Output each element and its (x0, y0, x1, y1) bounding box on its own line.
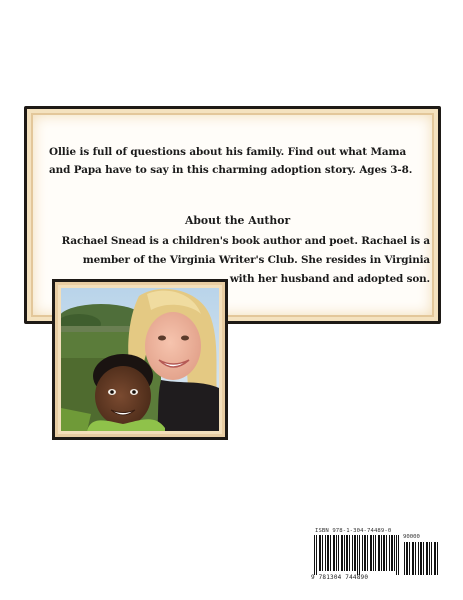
author-photo-frame (52, 279, 228, 440)
isbn-label: ISBN 978-1-304-74489-0 (315, 528, 392, 534)
ean-digits: 9 781304 744890 (311, 574, 369, 581)
about-author-heading: About the Author (185, 214, 291, 227)
price-code: 90000 (403, 534, 420, 540)
isbn-barcode (311, 527, 443, 585)
book-blurb: Ollie is full of questions about his family. Find out what Mama and Papa have to say in this charming adoption story. Ages 3-8. (49, 146, 413, 176)
author-bio: Rachael Snead is a children's book author and poet. Rachael is a member of the Virginia Writer's Club. She resides in Virginia with her husband and adopted son. (61, 235, 430, 285)
author-photo (61, 288, 219, 431)
